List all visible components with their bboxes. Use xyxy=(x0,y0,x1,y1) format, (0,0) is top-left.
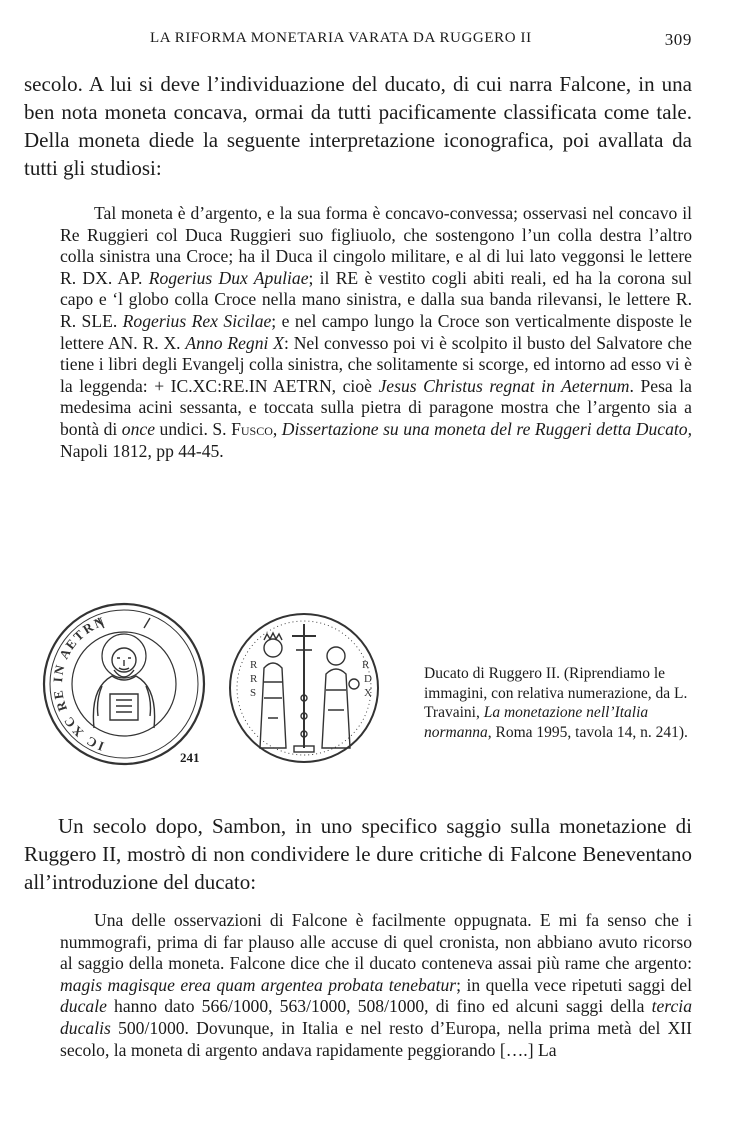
figure-number: 241 xyxy=(180,750,200,765)
coin-illustration xyxy=(24,598,404,776)
quote-fusco: Tal moneta è d’argento, e la sua forma è concavo-convessa; osservasi nel concavo il Re Ruggieri col Duca Ruggieri suo figliuolo, che sostengono l’un colla destra l’altro colla sinistra una Croce; ha il Duca il cingolo militare, e al di lui lato veggonsi le lettere R. DX. AP. Rogerius Dux Apuliae; il RE è vestito cogli abiti reali, ed ha la corona sul capo e ‘l globo colla Croce nella mano sinistra, e dalla sua banda rilevansi, le lettere R. R. SLE. Rogerius Rex Sicilae; e nel campo lungo la Croce son verticalmente disposte le lettere AN. R. X. Anno Regni X: Nel convesso poi vi è scolpito il busto del Salvatore che tiene i libri degli Evangelj colla sinistra, che solitamente si scorge, ed intorno ad esso vi è la leggenda: + IC.XC:RE.IN AETRN, cioè Jesus Christus regnat in Aeternum. Pesa la medesima acini sessanta, e toccata sulla pietra di paragone mostra che l’argento sia a bontà di once undici. S. Fusco, Dissertazione su una moneta del re Ruggeri detta Ducato, Napoli 1812, pp 44-45. xyxy=(60,203,692,461)
coin-figure xyxy=(24,598,404,776)
paragraph-sambon: Un secolo dopo, Sambon, in uno specifico saggio sulla monetazione di Ruggero II, mostrò di non condividere le dure critiche di Falcone Beneventano all’introduzione del ducato: xyxy=(24,814,692,894)
paragraph-intro: secolo. A lui si deve l’individuazione del ducato, di cui narra Falcone, in una ben nota moneta concava, ormai da tutti pacificamente classificata come tale. Della moneta diede la seguente interpretazione iconografica, poi avallata da tutti gli studiosi: xyxy=(24,72,692,180)
author-fusco: Fusco xyxy=(231,418,273,439)
svg-text:D: D xyxy=(364,673,372,685)
running-head xyxy=(0,30,750,52)
svg-text:S: S xyxy=(250,687,257,699)
svg-text:R: R xyxy=(250,673,258,685)
svg-text:X: X xyxy=(364,687,372,699)
svg-text:IC XC RE IN AETRN xyxy=(50,613,108,754)
page-number: 309 xyxy=(664,30,692,49)
coin-legend: IC XC RE IN AETRN xyxy=(50,613,108,755)
coin-obverse xyxy=(44,604,204,764)
svg-text:R: R xyxy=(250,659,258,671)
svg-text:R: R xyxy=(362,659,370,671)
figure-caption: Ducato di Ruggero II. (Riprendiamo le immagini, con relativa numerazione, da L. Travaini, La monetazione nell’Italia normanna, Roma 1995, tavola 14, n. 241). xyxy=(424,665,688,741)
quote-sambon: Una delle osservazioni di Falcone è facilmente oppugnata. E mi fa senso che i nummografi, prima di far plauso alle accuse di quel cronista, non abbiano avuto ricorso al saggio della moneta. Falcone dice che il ducato conteneva assai più rame che argento: magis magisque erea quam argentea probata tenebatur; in quella vece ripetuti saggi del ducale hanno dato 566/1000, 563/1000, 508/1000, di fino ed alcuni saggi della tercia ducalis 500/1000. Dovunque, in Italia e nel resto d’Europa, nella prima metà del XII secolo, la moneta di argento andava rapidamente peggiorando [….] La xyxy=(60,910,693,1060)
running-title: LA RIFORMA MONETARIA VARATA DA RUGGERO II xyxy=(150,30,532,46)
